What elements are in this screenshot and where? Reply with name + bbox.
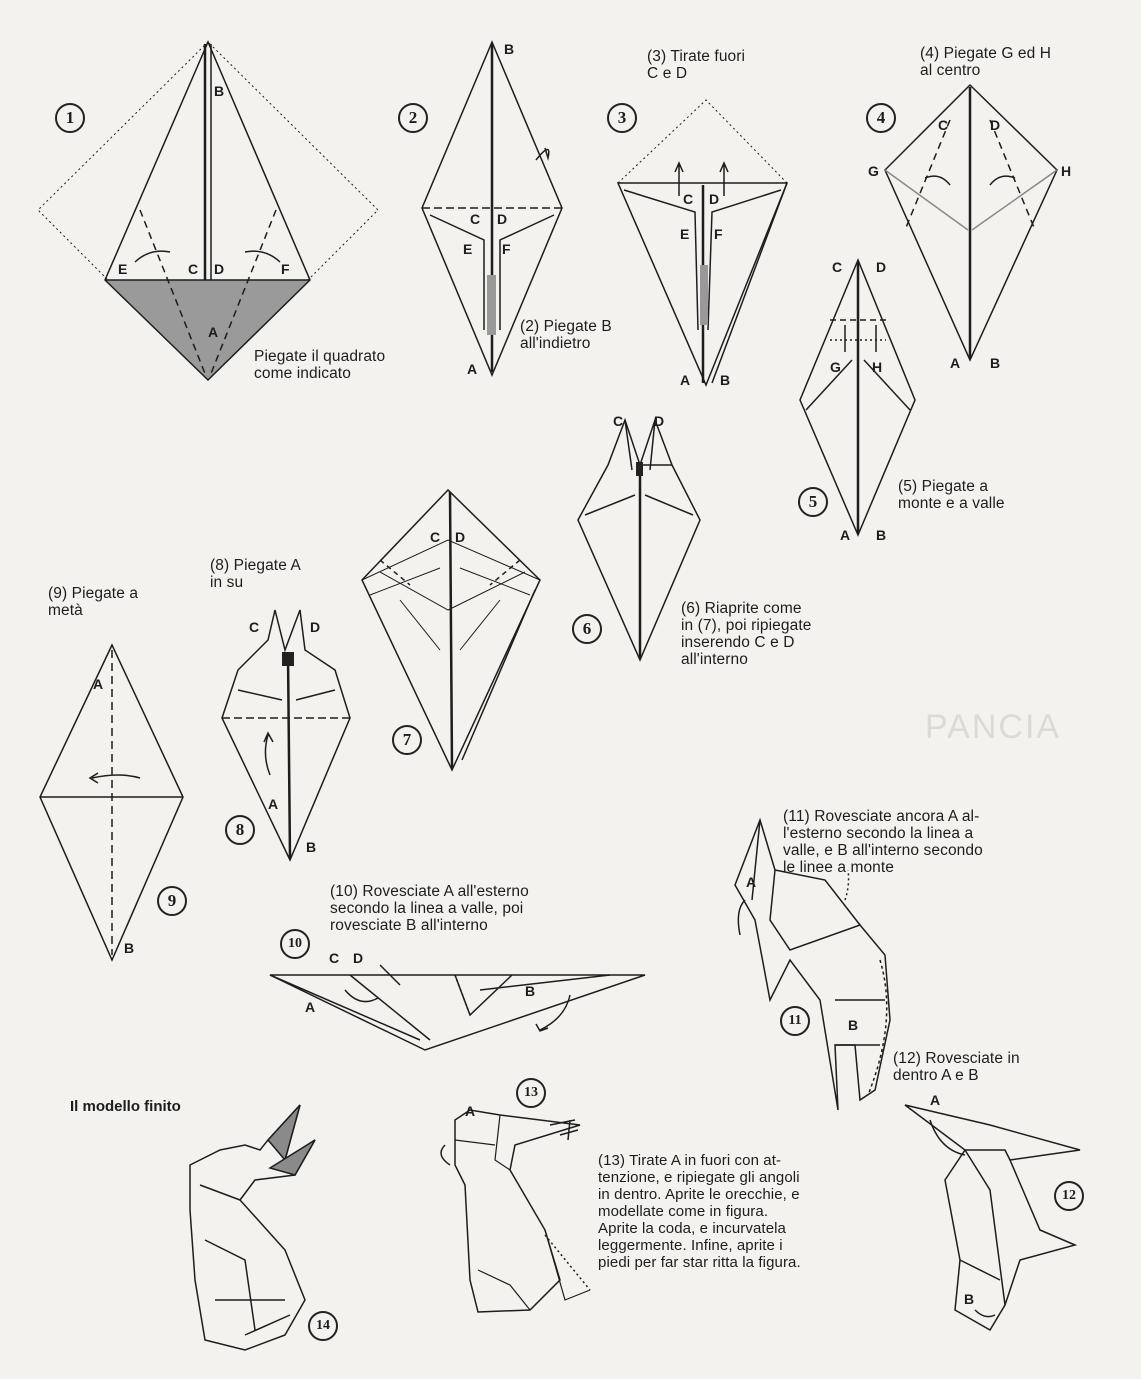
point-label-c: C: [188, 261, 199, 277]
step-8-caption: (8) Piegate A in su: [210, 557, 301, 591]
step-10-caption: (10) Rovesciate A all'esterno secondo la linea a valle, poi rovesciate B all'interno: [330, 883, 529, 934]
point-label-c: C: [329, 950, 340, 966]
point-label-d: D: [455, 529, 466, 545]
step-number-5: 5: [798, 487, 828, 517]
step-13-caption: (13) Tirate A in fuori con at- tenzione, e ripiegate gli angoli in dentro. Aprite le orecchie, e modellate come in figura. Aprite la coda, e incurvatela leggermente. Infine, aprite i piedi per far star ritta la figura.: [598, 1152, 801, 1271]
point-label-e: E: [118, 261, 128, 277]
point-label-c: C: [470, 211, 481, 227]
point-label-c: C: [938, 117, 949, 133]
point-label-c: C: [249, 619, 260, 635]
step-9-diagram: [40, 645, 183, 960]
point-label-b: B: [525, 983, 536, 999]
point-label-d: D: [310, 619, 321, 635]
point-label-g: G: [868, 163, 879, 179]
step-number-1: 1: [55, 103, 85, 133]
point-label-b: B: [504, 41, 515, 57]
point-label-d: D: [876, 259, 887, 275]
point-label-a: A: [950, 355, 961, 371]
step-number-13: 13: [516, 1078, 546, 1108]
point-label-e: E: [463, 241, 473, 257]
point-label-a: A: [208, 324, 219, 340]
point-label-b: B: [990, 355, 1001, 371]
point-label-b: B: [124, 940, 135, 956]
step-3-diagram: [618, 100, 787, 388]
step-7-diagram: [362, 490, 540, 770]
step-number-12: 12: [1054, 1181, 1084, 1211]
step-11-caption: (11) Rovesciate ancora A al- l'esterno secondo la linea a valle, e B all'interno secondo le linee a monte: [783, 808, 983, 876]
point-label-b: B: [876, 527, 887, 543]
point-label-b: B: [214, 83, 225, 99]
step-number-14: 14: [308, 1311, 338, 1341]
step-1-caption: Piegate il quadrato come indicato: [254, 348, 386, 382]
point-label-a: A: [305, 999, 316, 1015]
step-number-2: 2: [398, 103, 428, 133]
step-5-caption: (5) Piegate a monte e a valle: [898, 478, 1005, 512]
background-bleed-text: PANCIA: [925, 708, 1062, 746]
step-number-4: 4: [866, 103, 896, 133]
step-number-9: 9: [157, 886, 187, 916]
point-label-b: B: [964, 1291, 975, 1307]
point-label-a: A: [465, 1103, 476, 1119]
step-number-10: 10: [280, 929, 310, 959]
point-label-h: H: [872, 359, 883, 375]
point-label-d: D: [654, 413, 665, 429]
step-3-caption: (3) Tirate fuori C e D: [647, 48, 746, 82]
step-number-11: 11: [780, 1006, 810, 1036]
step-number-3: 3: [607, 103, 637, 133]
point-label-d: D: [497, 211, 508, 227]
point-label-g: G: [830, 359, 841, 375]
point-label-a: A: [93, 676, 104, 692]
finished-model-title: Il modello finito: [70, 1098, 181, 1115]
step-number-8: 8: [225, 815, 255, 845]
point-label-a: A: [840, 527, 851, 543]
point-label-e: E: [680, 226, 690, 242]
point-label-a: A: [680, 372, 691, 388]
point-label-a: A: [930, 1092, 941, 1108]
point-label-f: F: [502, 241, 511, 257]
step-number-7: 7: [392, 725, 422, 755]
point-label-b: B: [720, 372, 731, 388]
step-9-caption: (9) Piegate a metà: [48, 585, 139, 619]
step-4-diagram: [885, 85, 1057, 360]
point-label-a: A: [467, 361, 478, 377]
point-label-d: D: [353, 950, 364, 966]
point-label-a: A: [268, 796, 279, 812]
step-12-caption: (12) Rovesciate in dentro A e B: [893, 1050, 1020, 1084]
point-label-b: B: [848, 1017, 859, 1033]
point-label-d: D: [990, 117, 1001, 133]
point-label-c: C: [613, 413, 624, 429]
point-label-f: F: [281, 261, 290, 277]
point-label-f: F: [714, 226, 723, 242]
point-label-d: D: [214, 261, 225, 277]
step-4-caption: (4) Piegate G ed H al centro: [920, 45, 1052, 79]
step-14-finished-rabbit: [190, 1105, 315, 1350]
point-label-a: A: [746, 874, 757, 890]
point-label-b: B: [306, 839, 317, 855]
point-label-c: C: [430, 529, 441, 545]
step-6-caption: (6) Riaprite come in (7), poi ripiegate inserendo C e D all'interno: [681, 600, 812, 668]
step-10-diagram: [270, 965, 645, 1050]
point-label-c: C: [832, 259, 843, 275]
step-2-caption: (2) Piegate B all'indietro: [520, 318, 612, 352]
step-12-diagram: [905, 1105, 1080, 1330]
step-number-6: 6: [572, 614, 602, 644]
step-13-diagram: [441, 1110, 590, 1312]
point-label-c: C: [683, 191, 694, 207]
point-label-d: D: [709, 191, 720, 207]
point-label-h: H: [1061, 163, 1072, 179]
